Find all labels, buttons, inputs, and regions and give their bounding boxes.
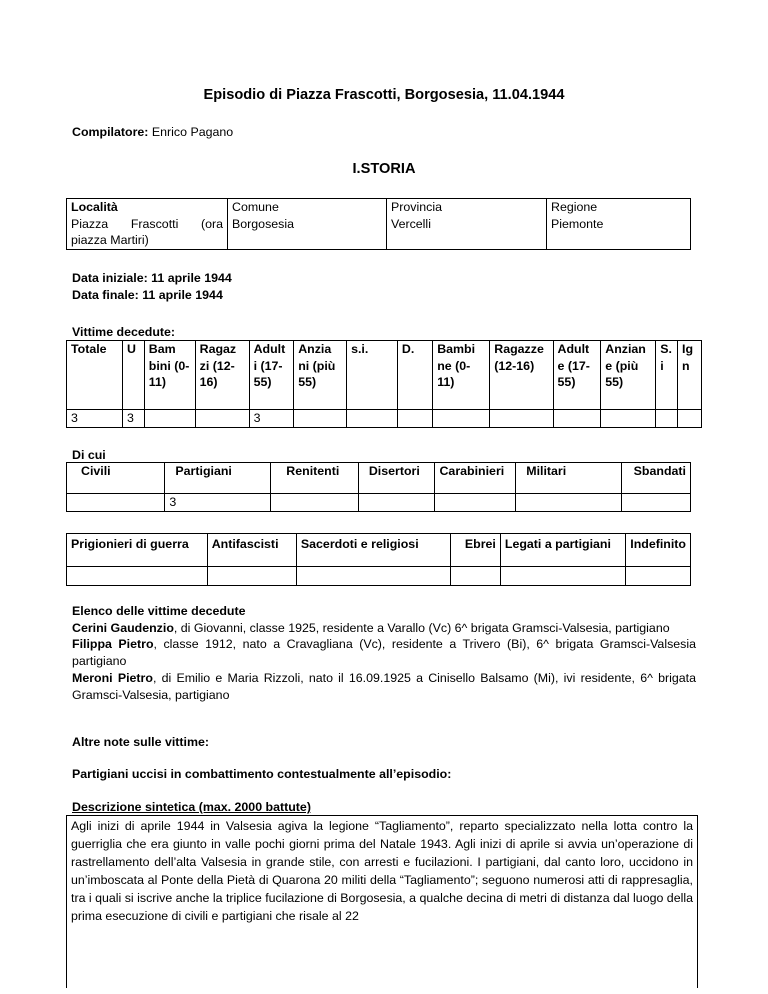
location-header-row — [67, 199, 691, 216]
other-category-value — [500, 567, 625, 586]
other-category-value — [296, 567, 450, 586]
di-cui-label: Di cui — [72, 448, 106, 462]
other-category-header: Sacerdoti e religiosi — [296, 534, 450, 567]
victim-entry — [72, 670, 696, 703]
di-cui-value — [621, 494, 690, 512]
victims-value — [490, 410, 553, 428]
di-cui-value: 3 — [165, 494, 271, 512]
header-localita: Località — [67, 199, 228, 216]
victims-value — [397, 410, 432, 428]
di-cui-value — [516, 494, 621, 512]
di-cui-header: Militari — [516, 463, 621, 494]
victims-value — [678, 410, 702, 428]
other-notes-heading: Altre note sulle vittime: — [72, 735, 210, 749]
di-cui-value-row — [67, 494, 691, 512]
victims-value: 3 — [67, 410, 123, 428]
victims-value: 3 — [123, 410, 145, 428]
other-category-value — [207, 567, 296, 586]
victims-header-row — [67, 341, 702, 410]
document-title: Episodio di Piazza Frascotti, Borgosesia, 11.04.1944 — [203, 87, 565, 103]
victims-header: U — [123, 341, 145, 410]
dates-block — [72, 270, 232, 303]
di-cui-header: Sbandati — [621, 463, 690, 494]
victim-name: Cerini Gaudenzio — [72, 620, 174, 635]
section-title: I.STORIA — [352, 161, 416, 177]
other-category-header: Prigionieri di guerra — [67, 534, 208, 567]
header-comune: Comune — [228, 199, 387, 216]
start-date: Data iniziale: 11 aprile 1944 — [72, 271, 232, 285]
victims-list-heading: Elenco delle vittime decedute — [72, 604, 246, 618]
compilatore-line — [72, 124, 233, 141]
di-cui-value — [271, 494, 359, 512]
victims-value — [433, 410, 490, 428]
victims-header: Ragazze (12-16) — [490, 341, 553, 410]
other-category-header: Antifascisti — [207, 534, 296, 567]
di-cui-header: Civili — [67, 463, 165, 494]
value-comune: Borgosesia — [228, 216, 387, 250]
other-categories-table — [66, 533, 691, 586]
location-table — [66, 198, 691, 250]
other-category-value — [626, 567, 691, 586]
di-cui-value — [435, 494, 516, 512]
other-categories-header-row — [67, 534, 691, 567]
di-cui-value — [67, 494, 165, 512]
victims-header: s.i. — [347, 341, 398, 410]
victims-value: 3 — [249, 410, 294, 428]
victims-header: Adult i (17-55) — [249, 341, 294, 410]
value-regione: Piemonte — [547, 216, 691, 250]
location-value-row — [67, 216, 691, 250]
compilatore-label: Compilatore: — [72, 125, 149, 139]
di-cui-header: Carabinieri — [435, 463, 516, 494]
victim-name: Filippa Pietro — [72, 637, 154, 652]
victim-details: , di Emilio e Maria Rizzoli, nato il 16.09.1925 a Cinisello Balsamo (Mi), ivi residente, 6^ brigata Gramsci-Valsesia, partigiano — [72, 670, 697, 702]
di-cui-value — [358, 494, 435, 512]
header-regione: Regione — [547, 199, 691, 216]
victims-value — [553, 410, 601, 428]
victims-value — [601, 410, 656, 428]
compilatore-name: Enrico Pagano — [151, 125, 234, 139]
victims-value-row — [67, 410, 702, 428]
description-label: Descrizione sintetica (max. 2000 battute) — [72, 800, 311, 814]
victims-table — [66, 340, 702, 428]
di-cui-table — [66, 462, 691, 512]
victims-header: D. — [397, 341, 432, 410]
victim-entry — [72, 620, 696, 637]
victims-header: Anzian e (più 55) — [601, 341, 656, 410]
value-provincia: Vercelli — [387, 216, 547, 250]
victims-header: Adult e (17-55) — [553, 341, 601, 410]
di-cui-header-row — [67, 463, 691, 494]
victim-name: Meroni Pietro — [72, 670, 153, 685]
victims-value — [144, 410, 195, 428]
victims-header: Bam bini (0-11) — [144, 341, 195, 410]
victims-header: S. i — [656, 341, 678, 410]
victims-value — [656, 410, 678, 428]
description-text: Agli inizi di aprile 1944 in Valsesia agiva la legione “Tagliamento”, reparto specializzato nella lotta contro la guerriglia che era giunto in valle pochi giorni prima del Natale 1943. Agli inizi di aprile si avvia un’operazione di rastrellamento dell’alta Valsesia in grande stile, con arresti e fucilazioni. I partigiani, dal canto loro, uccidono in un’imboscata al Ponte della Pietà di Quarona 20 militi della “Tagliamento”; seguono numerosi atti di rappresaglia, tra i quali si iscrive anche la triplice fucilazione di Borgosesia, a qualche decina di metri di distanza dal luogo della prima esecuzione di civili e partigiani che risale al 22 — [66, 815, 698, 988]
di-cui-header: Partigiani — [165, 463, 271, 494]
other-category-value — [67, 567, 208, 586]
victims-header: Anzia ni (più 55) — [294, 341, 347, 410]
header-provincia: Provincia — [387, 199, 547, 216]
victims-list — [72, 603, 696, 703]
di-cui-header: Disertori — [358, 463, 435, 494]
victim-details: , di Giovanni, classe 1925, residente a Varallo (Vc) 6^ brigata Gramsci-Valsesia, partigiano — [173, 620, 670, 635]
victim-entry — [72, 636, 696, 669]
partisans-killed-heading: Partigiani uccisi in combattimento contestualmente all’episodio: — [72, 767, 452, 781]
other-categories-value-row — [67, 567, 691, 586]
victims-header: Ragaz zi (12-16) — [195, 341, 249, 410]
di-cui-header: Renitenti — [271, 463, 359, 494]
value-localita: Piazza Frascotti (ora piazza Martiri) — [67, 216, 228, 250]
other-category-value — [450, 567, 500, 586]
victims-header: Bambi ne (0-11) — [433, 341, 490, 410]
victims-value — [195, 410, 249, 428]
other-category-header: Ebrei — [450, 534, 500, 567]
victim-details: , classe 1912, nato a Cravagliana (Vc), residente a Trivero (Bi), 6^ brigata Gramsci-Valsesia partigiano — [72, 637, 696, 669]
victims-header: Totale — [67, 341, 123, 410]
other-category-header: Legati a partigiani — [500, 534, 625, 567]
other-category-header: Indefinito — [626, 534, 691, 567]
victims-label: Vittime decedute: — [72, 325, 176, 339]
victims-header: Ig n — [678, 341, 702, 410]
victims-value — [294, 410, 347, 428]
victims-value — [347, 410, 398, 428]
end-date: Data finale: 11 aprile 1944 — [72, 287, 223, 302]
